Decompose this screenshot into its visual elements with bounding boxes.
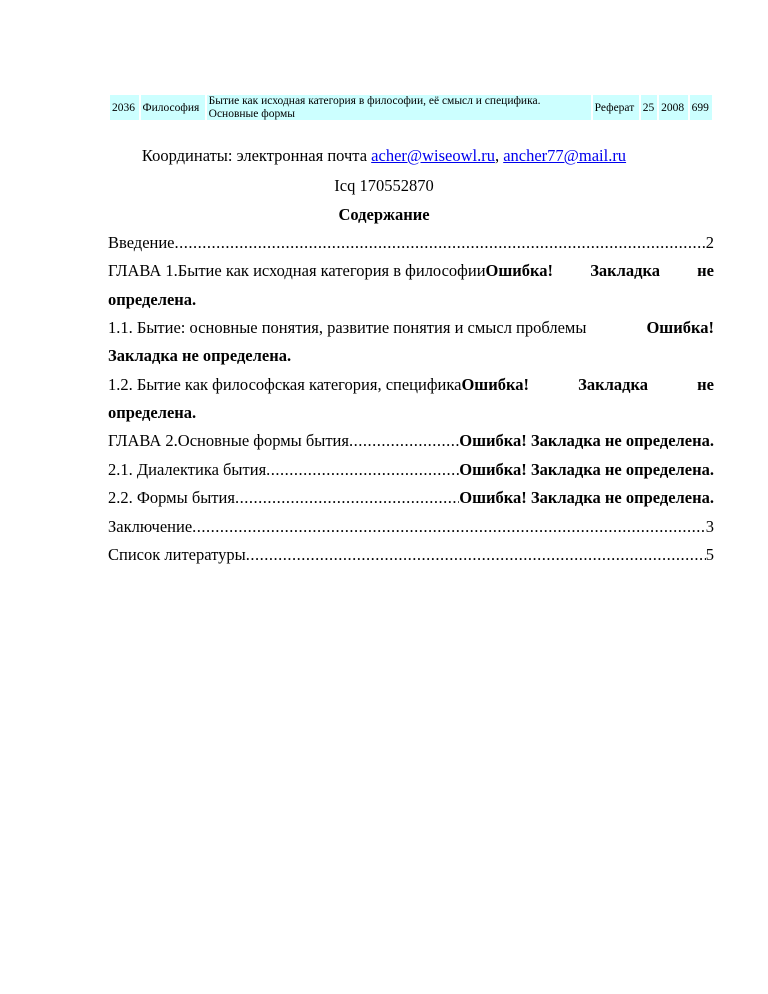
toc-page-number: 3	[705, 517, 714, 536]
meta-title-line1: Бытие как исходная категория в философии, её смысл и специфика.	[208, 95, 541, 107]
toc-label: Заключение	[108, 517, 193, 536]
toc-entry-2-1[interactable]	[108, 460, 714, 480]
toc-error-text: не	[697, 261, 714, 280]
toc-error-text: Ошибка! Закладка не определена.	[459, 488, 714, 507]
toc-entry-1-1-cont	[108, 346, 714, 366]
toc-error-text: не	[697, 375, 714, 394]
toc-label-text: ГЛАВА 1.Бытие как исходная категория в философии	[108, 261, 486, 280]
toc-page-number: 2	[705, 233, 714, 252]
toc-error-text: Ошибка! Закладка не определена.	[459, 431, 714, 450]
toc-error-text: определена.	[108, 290, 197, 309]
toc-entry-conclusion[interactable]	[108, 517, 714, 537]
meta-id: 2036	[110, 95, 139, 120]
toc-entry-1-2[interactable]	[108, 375, 714, 395]
toc-label: Список литературы	[108, 545, 246, 564]
toc-leader-dots	[175, 233, 706, 253]
toc-leader-dots	[192, 517, 706, 537]
meta-title	[207, 95, 591, 120]
toc-label: 2.1. Диалектика бытия	[108, 460, 267, 479]
toc-leader-dots	[235, 488, 459, 508]
contacts-prefix: Координаты: электронная почта	[141, 146, 372, 165]
toc-entry-chapter2[interactable]	[108, 431, 714, 451]
toc-error-text: Закладка не определена.	[108, 346, 292, 365]
toc-error-text: Закладка	[578, 375, 648, 394]
toc-leader-dots	[349, 431, 459, 451]
meta-year: 2008	[659, 95, 688, 120]
contacts-line	[0, 146, 768, 166]
toc-error-text: Ошибка!	[646, 318, 714, 337]
toc-page-number: 5	[705, 545, 714, 564]
meta-row	[110, 95, 712, 120]
meta-subject: Философия	[141, 95, 205, 120]
toc-label	[108, 261, 553, 281]
toc-label: 2.2. Формы бытия	[108, 488, 235, 507]
toc-label: ГЛАВА 2.Основные формы бытия	[108, 431, 349, 450]
meta-size: 699	[690, 95, 712, 120]
toc-leader-dots	[246, 545, 706, 565]
toc-leader-dots	[266, 460, 459, 480]
toc-entry-1-1[interactable]	[108, 318, 714, 338]
toc-entry-2-2[interactable]	[108, 488, 714, 508]
meta-title-line2: Основные формы	[208, 107, 296, 120]
toc-label	[108, 375, 529, 395]
toc-entry-chapter1[interactable]	[108, 261, 714, 281]
toc-error-text: определена.	[108, 403, 197, 422]
toc-heading: Содержание	[338, 205, 430, 224]
toc-label: Введение	[108, 233, 175, 252]
toc-error-text: Ошибка!	[485, 261, 554, 280]
document-meta-table	[108, 93, 714, 122]
email-link-1[interactable]: acher@wiseowl.ru	[371, 146, 495, 165]
email-link-2[interactable]: ancher77@mail.ru	[503, 146, 627, 165]
toc-label-text: 1.2. Бытие как философская категория, специфика	[108, 375, 462, 394]
meta-type: Реферат	[593, 95, 639, 120]
toc-entry-literature[interactable]	[108, 545, 714, 565]
toc-label: 1.1. Бытие: основные понятия, развитие понятия и смысл проблемы	[108, 318, 587, 337]
toc-entry-chapter1-cont	[108, 290, 714, 310]
toc-entry-1-2-cont	[108, 403, 714, 423]
toc-error-text: Ошибка!	[461, 375, 529, 394]
toc-error-text: Закладка	[590, 261, 661, 280]
toc-entry-intro[interactable]	[108, 233, 714, 253]
meta-pages: 25	[641, 95, 657, 120]
icq-line: Icq 170552870	[334, 176, 434, 195]
toc-error-text: Ошибка! Закладка не определена.	[459, 460, 714, 479]
contacts-separator: ,	[494, 146, 504, 165]
